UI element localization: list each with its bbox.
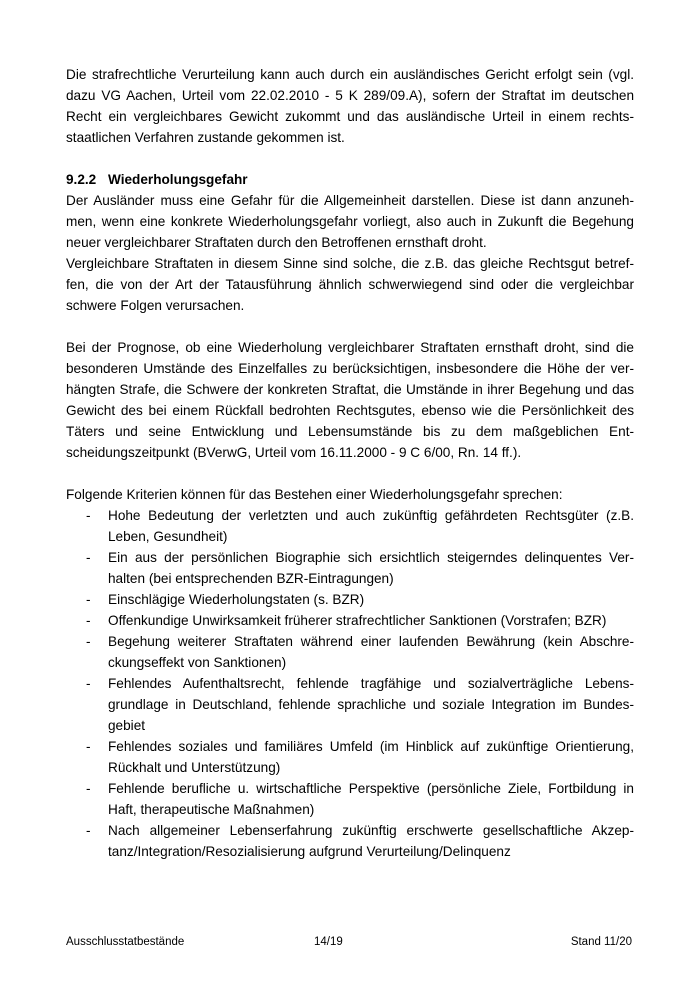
section-title: Wiederholungsgefahr xyxy=(108,172,248,187)
footer-document-title: Ausschlusstatbestände xyxy=(66,936,185,948)
list-item-text: Fehlendes soziales und familiäres Umfeld (im Hinblick auf zukünftige Orientierung, Rückhalt und Unterstützung) xyxy=(108,739,634,775)
footer-page-number: 14/19 xyxy=(314,936,343,948)
dash-bullet: - xyxy=(86,592,91,607)
dash-bullet: - xyxy=(86,613,91,628)
footer-version: Stand 11/20 xyxy=(570,936,632,948)
list-item-text: Fehlendes Aufenthaltsrecht, fehlende tragfähige und sozialverträgliche Lebens-grundlage in Deutschland, fehlende sprachliche und soziale Integration im Bundes-gebiet xyxy=(108,676,634,733)
list-item xyxy=(66,589,634,610)
list-item-text: Hohe Bedeutung der verletzten und auch zukünftig gefährdeten Rechtsgüter (z.B. Leben, Gesundheit) xyxy=(108,508,634,544)
criteria-list xyxy=(66,505,634,862)
list-item-text: Nach allgemeiner Lebenserfahrung zukünftig erschwerte gesellschaftliche Akzep-tanz/Integration/Resozialisierung aufgrund Verurteilung/Delinquenz xyxy=(108,823,634,859)
section-number: 9.2.2 xyxy=(66,172,97,187)
list-item-text: Begehung weiterer Straftaten während einer laufenden Bewährung (kein Abschre-ckungseffekt von Sanktionen) xyxy=(108,634,634,670)
list-item xyxy=(66,736,634,778)
comparable-paragraph: Vergleichbare Straftaten in diesem Sinne sind solche, die z.B. das gleiche Rechtsgut betref-fen, die von der Art der Tatausführung ähnlich schwerwiegend sind oder die vergleichbar schwere Folgen verursachen. xyxy=(66,256,634,313)
page-footer xyxy=(66,934,632,950)
list-item xyxy=(66,673,634,736)
list-item xyxy=(66,610,634,631)
danger-paragraph: Der Ausländer muss eine Gefahr für die Allgemeinheit darstellen. Diese ist dann anzuneh-men, wenn eine konkrete Wiederholungsgefahr vorliegt, also auch in Zukunft die Begehung neuer vergleichbarer Straftaten durch den Betroffenen ernsthaft droht. xyxy=(66,193,634,250)
list-item-text: Offenkundige Unwirksamkeit früherer strafrechtlicher Sanktionen (Vorstrafen; BZR) xyxy=(108,613,607,628)
list-item xyxy=(66,505,634,547)
list-item xyxy=(66,778,634,820)
dash-bullet: - xyxy=(86,634,91,649)
prognosis-paragraph: Bei der Prognose, ob eine Wiederholung vergleichbarer Straftaten ernsthaft droht, sind die besonderen Umstände des Einzelfalles zu berücksichtigen, insbesondere die Höhe der ver-hängten Strafe, die Schwere der konkreten Straftat, die Umstände in ihrer Begehung und das Gewicht des bei einem Rückfall bedrohten Rechtsgutes, ebenso wie die Persönlichkeit des Täters und seine Entwicklung und Lebensumstände bis zu dem maßgeblichen Ent-scheidungszeitpunkt (BVerwG, Urteil vom 16.11.2000 - 9 C 6/00, Rn. 14 ff.). xyxy=(66,340,634,460)
list-item-text: Fehlende berufliche u. wirtschaftliche Perspektive (persönliche Ziele, Fortbildung in Haft, therapeutische Maßnahmen) xyxy=(108,781,634,817)
list-item-text: Einschlägige Wiederholungstaten (s. BZR) xyxy=(108,592,365,607)
list-item xyxy=(66,820,634,862)
list-item-text: Ein aus der persönlichen Biographie sich ersichtlich steigerndes delinquentes Ver-halten (bei entsprechenden BZR-Eintragungen) xyxy=(108,550,634,586)
criteria-intro: Folgende Kriterien können für das Bestehen einer Wiederholungsgefahr sprechen: xyxy=(66,487,563,502)
intro-paragraph: Die strafrechtliche Verurteilung kann auch durch ein ausländisches Gericht erfolgt sein (vgl. dazu VG Aachen, Urteil vom 22.02.2010 - 5 K 289/09.A), sofern der Straftat im deutschen Recht ein vergleichbares Gewicht zukommt und das ausländische Urteil in einem rechts-staatlichen Verfahren zustande gekommen ist. xyxy=(66,67,634,145)
list-item xyxy=(66,547,634,589)
dash-bullet: - xyxy=(86,781,91,796)
section-heading xyxy=(66,169,634,190)
dash-bullet: - xyxy=(86,550,91,565)
dash-bullet: - xyxy=(86,508,91,523)
list-item xyxy=(66,631,634,673)
dash-bullet: - xyxy=(86,823,91,838)
dash-bullet: - xyxy=(86,676,91,691)
document-page xyxy=(66,64,634,862)
dash-bullet: - xyxy=(86,739,91,754)
